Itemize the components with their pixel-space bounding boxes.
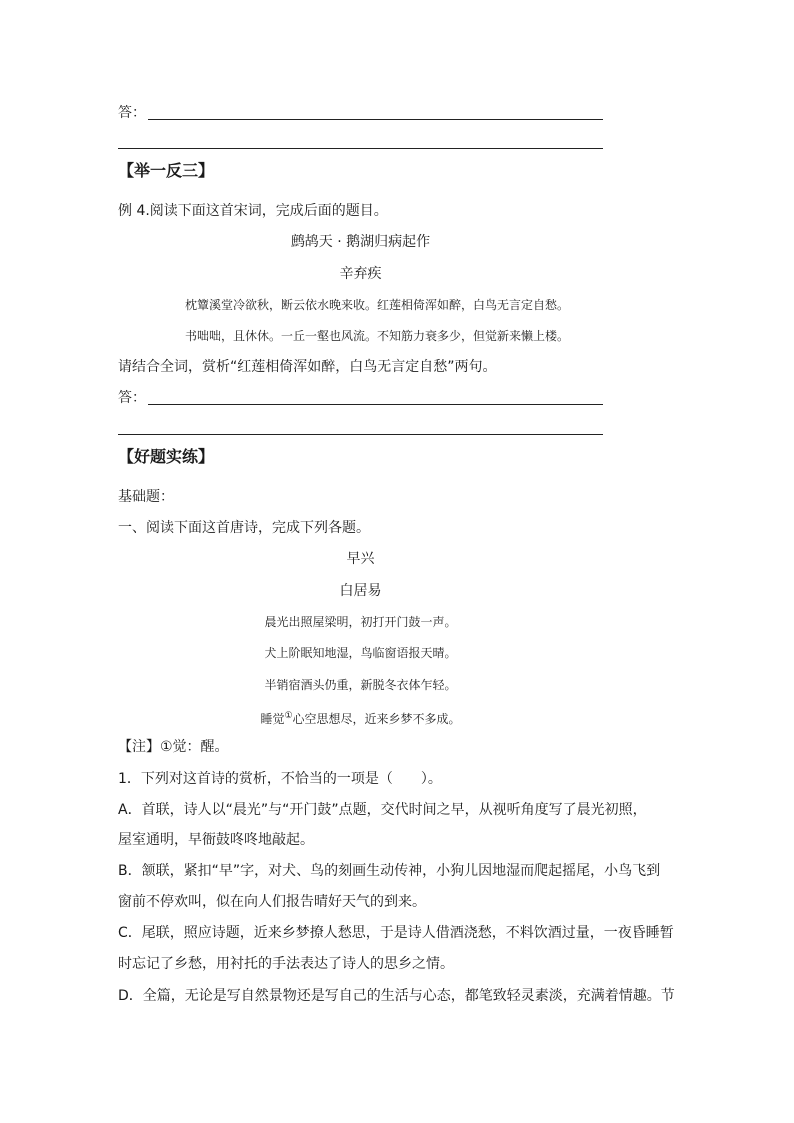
section-heading-htsl: 【好题实练】 <box>118 447 215 466</box>
option-b-line1: B．颔联，紧扣“早”字，对犬、鸟的刻画生动传神，小狗儿因地湿而爬起摇尾，小鸟飞到 <box>118 863 661 879</box>
poem-line: 晨光出照屋梁明，初打开门鼓一声。 <box>264 615 457 629</box>
basic-label: 基础题： <box>118 489 174 505</box>
answer-label-2: 答： <box>118 390 146 406</box>
answer-line-2a <box>148 404 603 405</box>
answer-line-2b <box>118 434 603 435</box>
poem-line: 书咄咄，且休休。一丘一壑也风流。不知筋力衰多少，但觉新来懒上楼。 <box>184 329 569 343</box>
poem-author-1: 辛弃疾 <box>339 266 382 282</box>
poem-line-4-start: 睡觉 <box>260 712 285 726</box>
poem-title-2: 早兴 <box>346 551 375 567</box>
poem-line-4 <box>118 707 603 728</box>
example-intro: 例 4.阅读下面这首宋词，完成后面的题目。 <box>118 203 388 219</box>
option-a-line1: A．首联，诗人以“晨光”与“开门鼓”点题，交代时间之早，从视听角度写了晨光初照， <box>118 802 647 818</box>
reading-intro: 一、阅读下面这首唐诗，完成下列各题。 <box>118 520 370 536</box>
footnote-marker: ① <box>284 711 293 721</box>
poem-line: 枕簟溪堂冷欲秋，断云依水晚来收。红莲相倚浑如醉，白鸟无言定自愁。 <box>184 298 569 312</box>
answer-line-1b <box>118 148 603 149</box>
answer-label-1: 答： <box>118 105 146 121</box>
poem-title-1: 鹧鸪天 · 鹅湖归病起作 <box>290 234 431 250</box>
option-c-line1: C．尾联，照应诗题，近来乡梦撩人愁思，于是诗人借酒浇愁，不料饮酒过量，一夜昏睡暂 <box>118 925 674 941</box>
poem-line-4-end: 心空思想尽，近来乡梦不多成。 <box>292 712 461 726</box>
option-d-line1: D．全篇，无论是写自然景物还是写自己的生活与心态，都笔致轻灵素淡，充满着情趣。节 <box>118 988 675 1004</box>
option-a-line2: 屋室通明，早衙鼓咚咚地敲起。 <box>118 832 314 848</box>
poem-line: 半销宿酒头仍重，新脱冬衣体乍轻。 <box>264 678 457 692</box>
poem-author-2: 白居易 <box>339 583 382 599</box>
annotation-note: 【注】①觉：醒。 <box>118 739 229 755</box>
question-1: 1．下列对这首诗的赏析，不恰当的一项是（ ）。 <box>118 771 442 787</box>
poem-line: 犬上阶眠知地湿，鸟临窗语报天晴。 <box>264 646 457 660</box>
option-c-line2: 时忘记了乡愁，用衬托的手法表达了诗人的思乡之情。 <box>118 956 454 972</box>
question-prompt-1: 请结合全词，赏析“红莲相倚浑如醉，白鸟无言定自愁”两句。 <box>118 359 497 375</box>
answer-line-1a <box>148 119 603 120</box>
option-b-line2: 窗前不停欢叫，似在向人们报告晴好天气的到来。 <box>118 894 426 910</box>
section-heading-jyfs: 【举一反三】 <box>118 161 215 180</box>
